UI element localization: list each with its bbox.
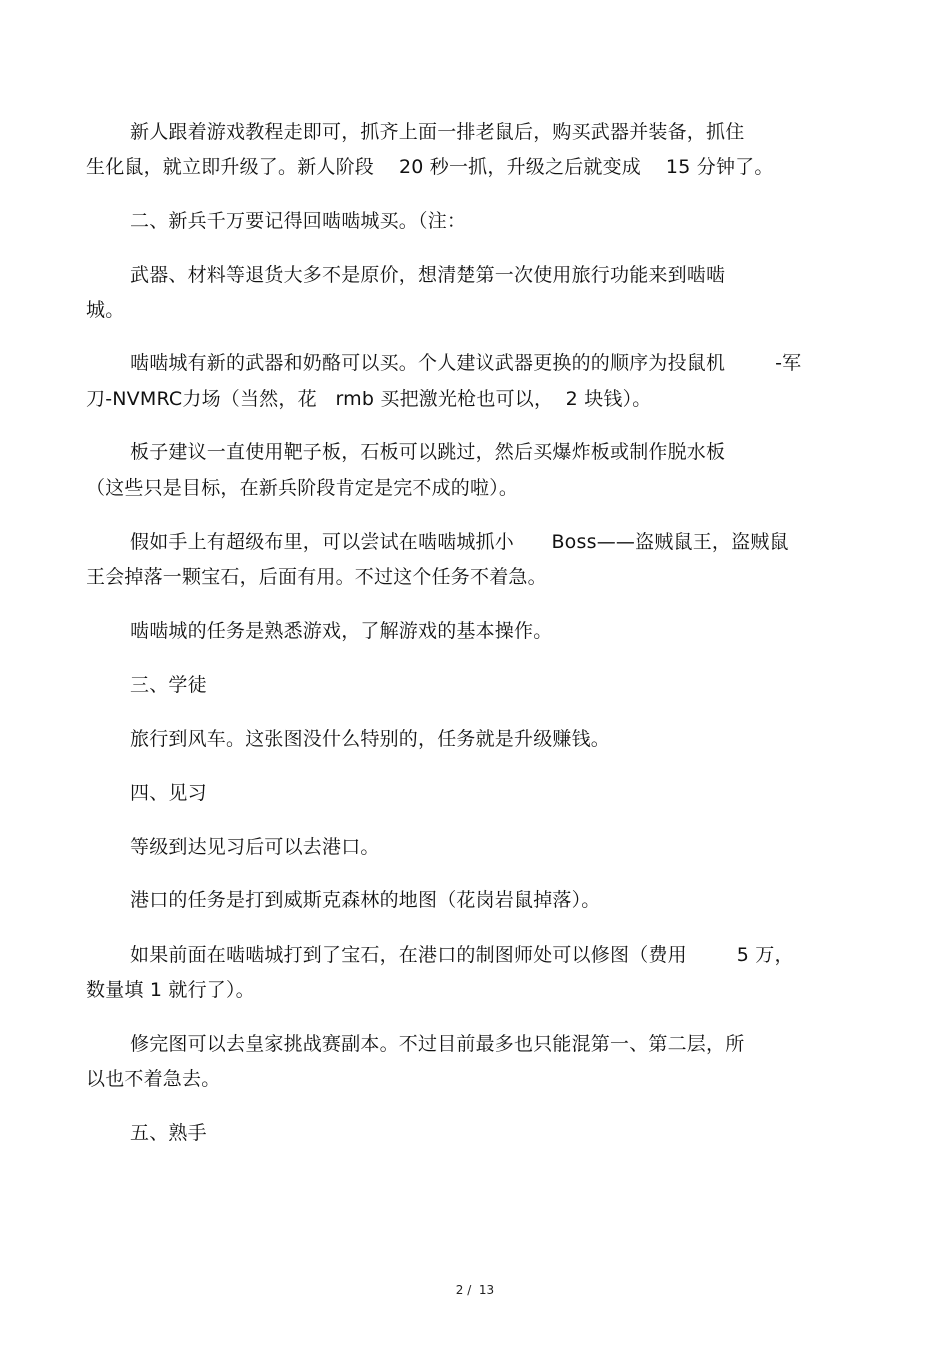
section-heading: 四、见习: [130, 782, 207, 804]
paragraph-line: 王会掉落一颗宝石，后面有用。不过这个任务不着急。: [86, 566, 547, 588]
paragraph-line: 刀-NVMRC力场（当然，花 rmb 买把激光枪也可以， 2 块钱）。: [86, 388, 652, 410]
section-heading: 二、新兵千万要记得回啮啮城买。（注：: [130, 210, 467, 232]
paragraph-line: 城。: [86, 299, 125, 321]
paragraph-line: 如果前面在啮啮城打到了宝石，在港口的制图师处可以修图（费用 5 万，: [130, 944, 794, 966]
paragraph-line: 以也不着急去。: [86, 1068, 221, 1090]
paragraph-line: （这些只是目标，在新兵阶段肯定是完不成的啦）。: [86, 477, 519, 499]
section-heading: 三、学徒: [130, 674, 207, 696]
paragraph-line: 生化鼠，就立即升级了。新人阶段 20 秒一抓，升级之后就变成 15 分钟了。: [86, 156, 774, 178]
paragraph-line: 啮啮城有新的武器和奶酪可以买。个人建议武器更换的的顺序为投鼠机 -军: [130, 352, 802, 374]
paragraph-line: 数量填 1 就行了）。: [86, 979, 255, 1001]
paragraph-line: 旅行到风车。这张图没什么特别的，任务就是升级赚钱。: [130, 728, 611, 750]
paragraph-line: 假如手上有超级布里，可以尝试在啮啮城抓小 Boss——盗贼鼠王，盗贼鼠: [130, 531, 789, 553]
paragraph-line: 新人跟着游戏教程走即可，抓齐上面一排老鼠后，购买武器并装备，抓住: [130, 121, 745, 143]
paragraph-line: 板子建议一直使用靶子板，石板可以跳过，然后买爆炸板或制作脱水板: [130, 441, 726, 463]
paragraph-line: 啮啮城的任务是熟悉游戏，了解游戏的基本操作。: [130, 620, 553, 642]
section-heading: 五、熟手: [130, 1122, 207, 1144]
paragraph-line: 港口的任务是打到威斯克森林的地图（花岗岩鼠掉落）。: [130, 889, 601, 911]
paragraph-line: 武器、材料等退货大多不是原价，想清楚第一次使用旅行功能来到啮啮: [130, 264, 726, 286]
paragraph-line: 等级到达见习后可以去港口。: [130, 836, 380, 858]
paragraph-line: 修完图可以去皇家挑战赛副本。不过目前最多也只能混第一、第二层，所: [130, 1033, 745, 1055]
page-number: 2 / 13: [455, 1283, 495, 1297]
